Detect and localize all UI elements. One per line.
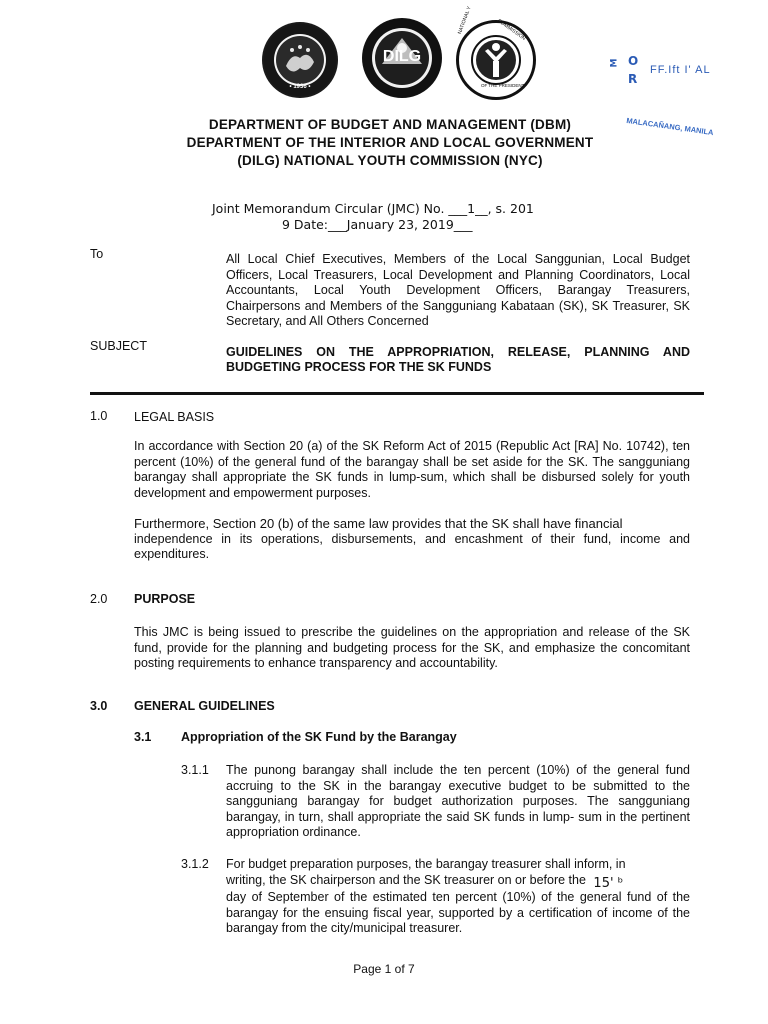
stamp-block: [610, 48, 644, 92]
stamp-bottom: MALACAÑANG, MANILA: [625, 115, 715, 138]
dbm-seal-year: • 1936 •: [289, 84, 311, 90]
section-2-paragraph-1: This JMC is being issued to prescribe the guidelines on the appropriation and release of the SK fund, provide for the planning and budgeting process for the SK, and emphasize the concomitant posting requirements to enhance transparency and accountability.: [134, 625, 690, 670]
item-3-1-1-text: The punong barangay shall include the ten percent (10%) of the general fund accruing to the SK in the barangay executive budget to be submitted to the sangguniang barangay for budget authorization purposes. The sangguniang barangay, in turn, shall appropriate the said SK funds in lump- sum in the pertinent appropriation ordinance.: [226, 763, 690, 839]
jmc-suffix: , s. 201: [487, 201, 534, 216]
item-3-1-2-line2-text: writing, the SK chairperson and the SK treasurer on or before the: [226, 873, 586, 887]
stamp-line1: FF.Ift I' AL: [650, 64, 711, 76]
header-line3: (DILG) NATIONAL YOUTH COMMISSION (NYC): [237, 153, 543, 168]
subject-text: GUIDELINES ON THE APPROPRIATION, RELEASE, PLANNING AND BUDGETING PROCESS FOR THE SK FUNDS: [226, 345, 690, 374]
stamp-letter-r: R: [628, 72, 638, 86]
jmc-date-prefix: 9 Date:: [282, 217, 329, 232]
section-3-number: 3.0: [90, 699, 108, 713]
header-line1: DEPARTMENT OF BUDGET AND MANAGEMENT (DBM): [208, 117, 572, 132]
dbm-seal: [262, 22, 338, 98]
office-stamp: [610, 48, 760, 148]
item-3-1-1-number: 3.1.1: [181, 763, 209, 777]
header-line2: DEPARTMENT OF THE INTERIOR AND LOCAL GOVERNMENT: [186, 135, 594, 150]
to-text: All Local Chief Executives, Members of the Local Sanggunian, Local Budget Officers, Local Treasurers, Local Development and Planning Coordinators, Local Accountants, Local Youth Development Officers, Barangay Treasurers, Chairpersons and Members of the Sangguniang Kabataan (SK), SK Treasurer, SK Secretary, and All Others Concerned: [226, 252, 690, 328]
jmc-date-line: [282, 217, 473, 232]
section-2-number: 2.0: [90, 592, 108, 606]
dilg-seal-text: DILG: [382, 48, 422, 65]
jmc-prefix: Joint Memorandum Circular (JMC) No.: [212, 201, 449, 216]
item-3-1-2-number: 3.1.2: [181, 857, 209, 871]
subsection-3-1-number: 3.1: [134, 730, 152, 744]
section-1-paragraph-2: [134, 516, 690, 562]
dilg-seal: [362, 18, 442, 98]
item-3-1-2-day: 15' ᵇ: [593, 876, 624, 891]
section-1-paragraph-1: In accordance with Section 20 (a) of the SK Reform Act of 2015 (Republic Act [RA] No. 10742), ten percent (10%) of the general fund of the barangay shall be set aside for the SK. The sangguniang barangay shall appropriate the SK funds in lump-sum, which shall be disbursed solely for youth development and empowerment purposes.: [134, 439, 690, 500]
subject-label: SUBJECT: [90, 339, 147, 353]
section-1-paragraph-2-rest: independence in its operations, disbursements, and encashment of their fund, income and expenditures.: [134, 531, 690, 561]
item-3-1-2-line2: [226, 873, 726, 889]
section-1-title: LEGAL BASIS: [134, 410, 215, 424]
page-number: Page 1 of 7: [353, 962, 415, 976]
section-3-title: GENERAL GUIDELINES: [134, 699, 275, 713]
subject-divider: [90, 392, 704, 395]
jmc-number: ___1__: [448, 201, 488, 216]
section-1-number: 1.0: [90, 409, 108, 423]
item-3-1-2-rest: day of September of the estimated ten percent (10%) of the general fund of the barangay for the ensuing fiscal year, supported by a certification of income of the barangay from the city/municipal treasurer.: [226, 890, 690, 935]
item-3-1-2-line1: For budget preparation purposes, the barangay treasurer shall inform, in: [226, 857, 626, 871]
to-label: To: [90, 247, 104, 261]
nyc-seal: [456, 5, 536, 100]
nyc-seal-ring-right: COMMISSION: [496, 18, 527, 42]
section-1-paragraph-2-lead: Furthermore, Section 20 (b) of the same law provides that the SK shall have financial: [134, 516, 623, 531]
jmc-date-value: ___January 23, 2019___: [328, 217, 473, 232]
nyc-seal-ring-bottom: OF THE PRESIDENT: [481, 83, 525, 88]
subsection-3-1-title: Appropriation of the SK Fund by the Barangay: [181, 730, 457, 744]
jmc-number-line: [212, 201, 534, 216]
section-2-title: PURPOSE: [134, 592, 196, 606]
stamp-side-text: M: [609, 58, 620, 68]
stamp-letter-o: O: [628, 54, 639, 68]
nyc-seal-ring-left: NATIONAL Y: [457, 5, 473, 36]
